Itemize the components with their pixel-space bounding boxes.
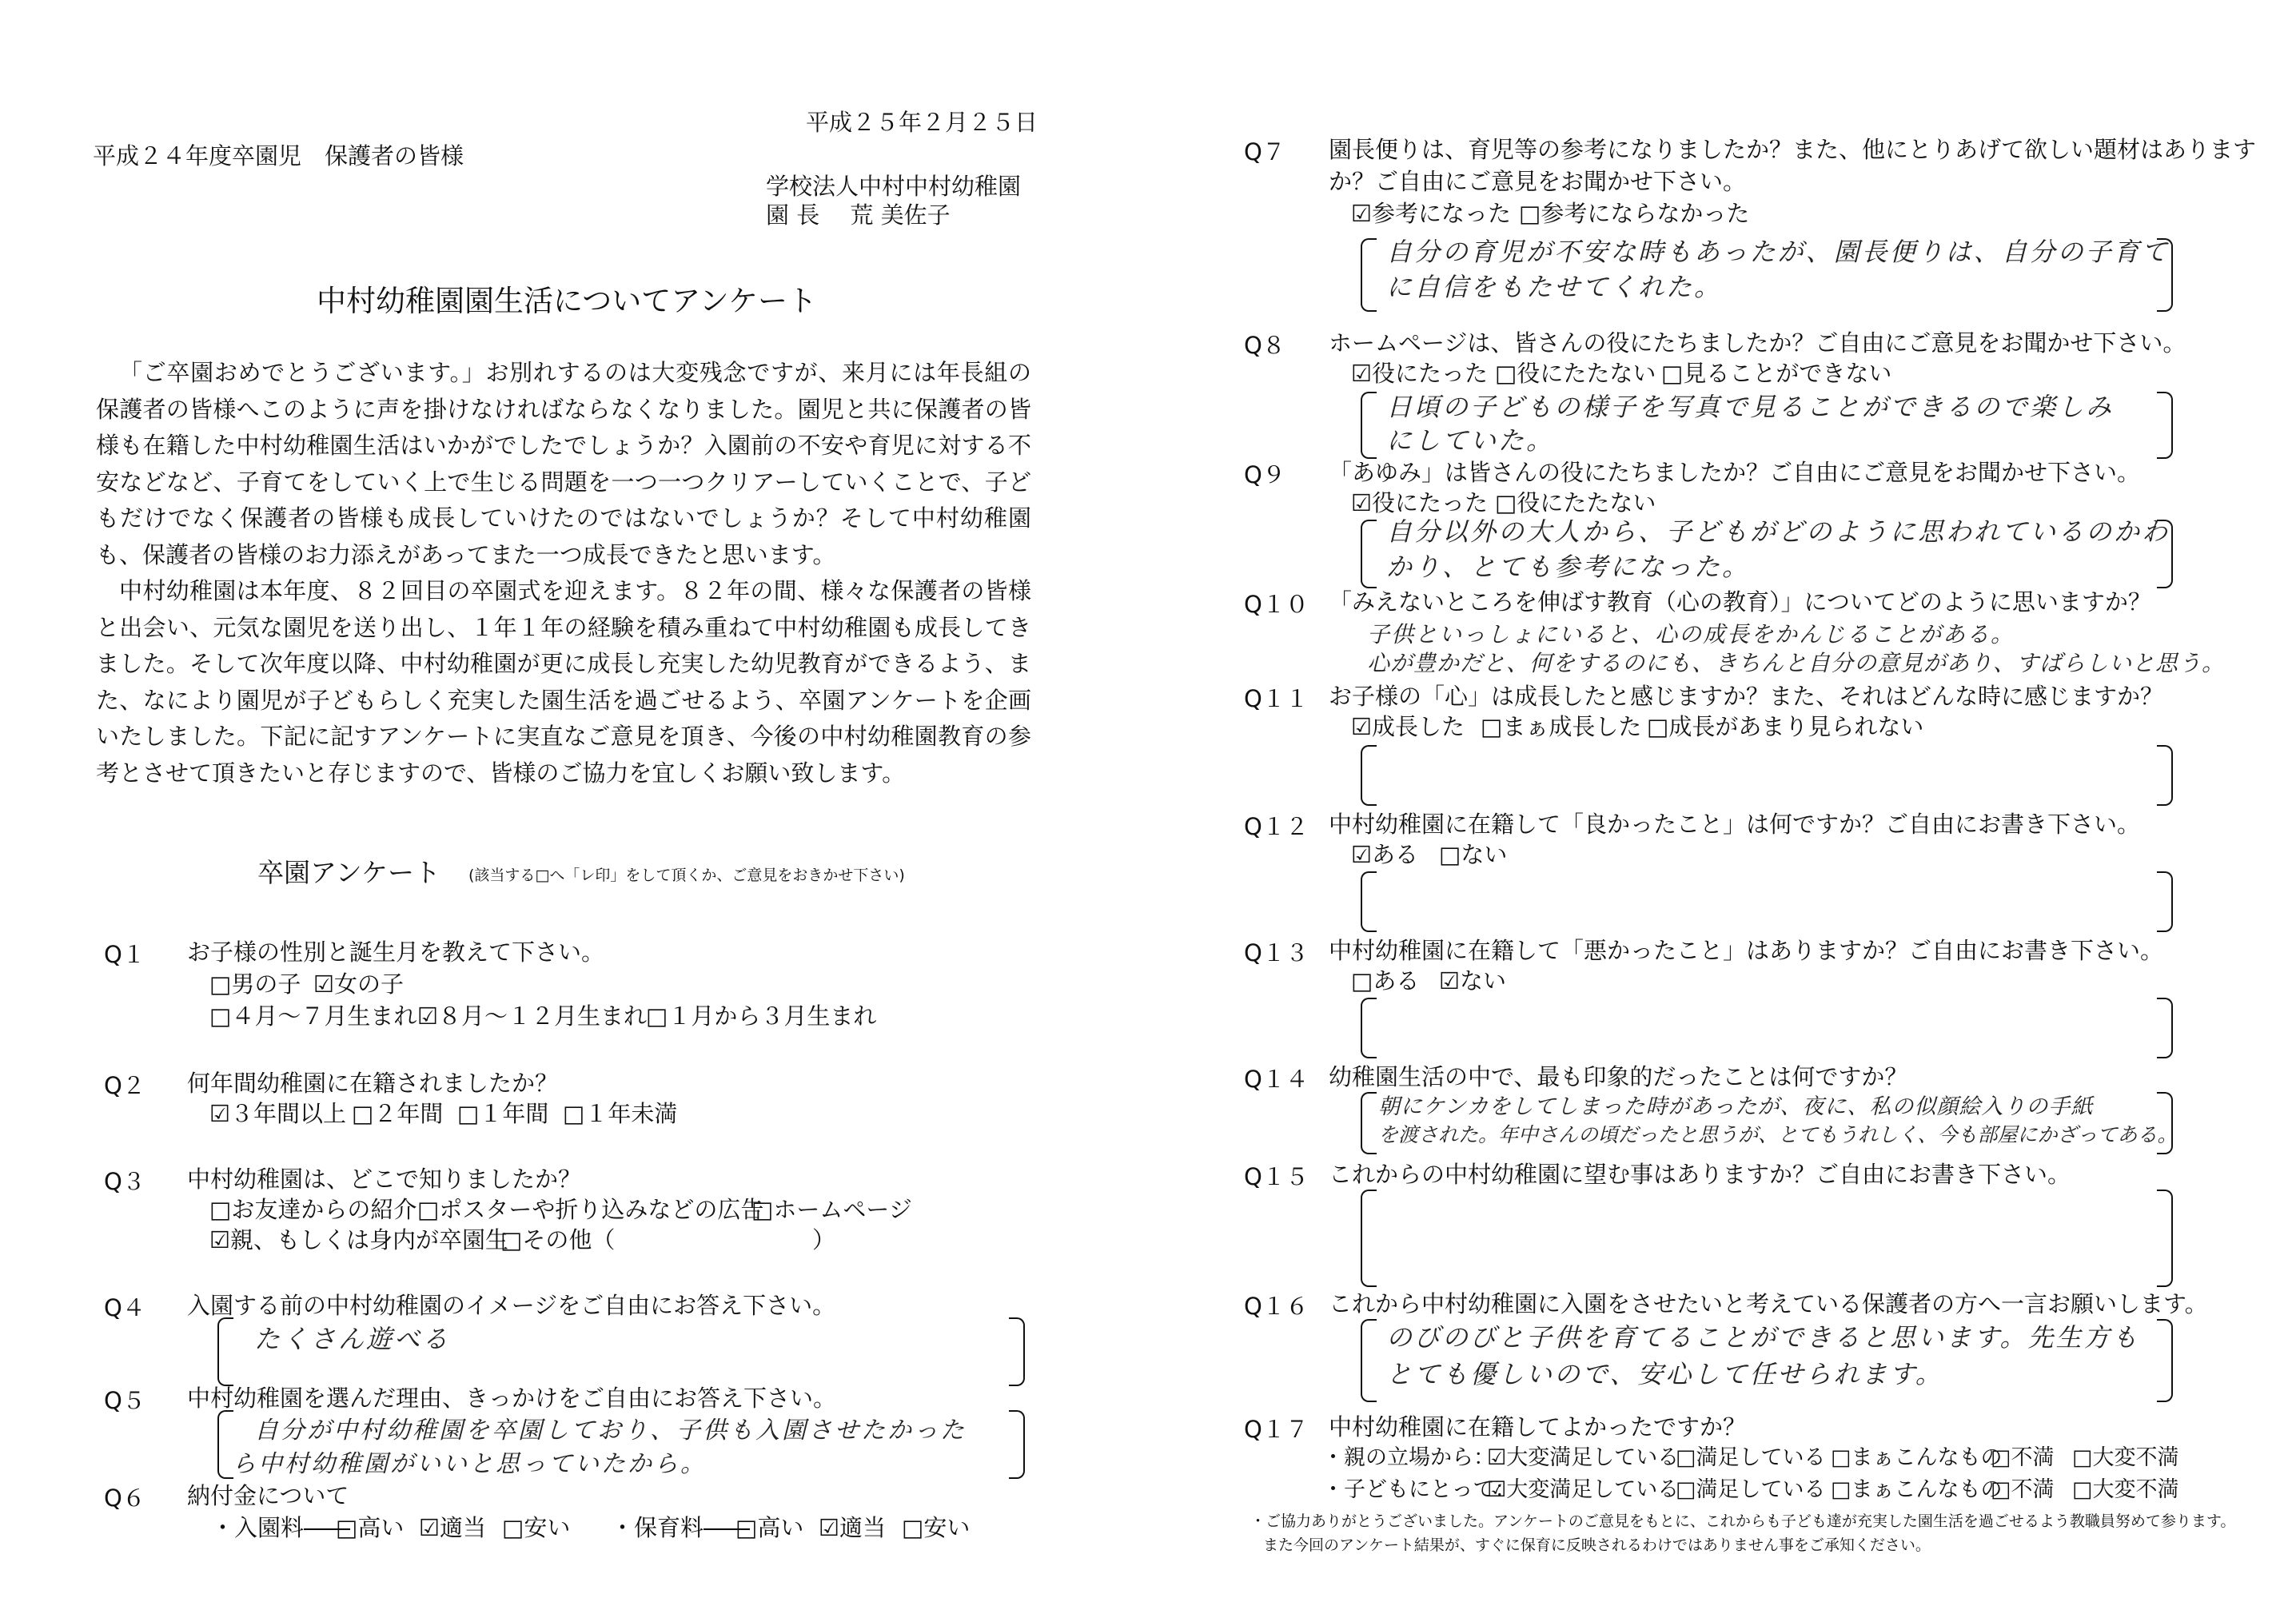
- checkbox-cannot-view[interactable]: □見ることができない: [1661, 360, 1892, 387]
- recipient-line: 平成２４年度卒園児 保護者の皆様: [93, 142, 464, 169]
- survey-note: (該当する□へ「レ印」をして頂くか、ご意見をおきかせ下さい): [468, 867, 905, 884]
- question-text: 中村幼稚園に在籍して「良かったこと」は何ですか？ご自由にお書き下さい。: [1329, 811, 2141, 838]
- checkbox-female[interactable]: ☑女の子: [313, 970, 404, 998]
- question-number: Q１３: [1244, 939, 1309, 966]
- survey-heading: 卒園アンケート: [257, 857, 441, 888]
- checkbox-not-helpful[interactable]: □参考にならなかった: [1519, 200, 1750, 227]
- handwritten-answer: 心が豊かだと、何をするのにも、きちんと自分の意見があり、すばらしいと思う。: [1367, 650, 2226, 676]
- principal-name: 園 長 荒 美佐子: [766, 201, 951, 229]
- answer-bracket: [2157, 871, 2173, 932]
- question-text: お子様の「心」は成長したと感じますか？また、それはどんな時に感じますか？: [1329, 683, 2164, 710]
- handwritten-answer: 自分以外の大人から、子どもがどのように思われているのかわ: [1386, 516, 2170, 547]
- answer-bracket: [2157, 745, 2173, 806]
- checkbox-entrance-low[interactable]: □安い: [502, 1514, 571, 1541]
- question-text: これから中村幼稚園に入園をさせたいと考えている保護者の方へ一言お願いします。: [1329, 1290, 2208, 1317]
- handwritten-answer: を渡された。年中さんの頃だったと思うが、とてもうれしく、今も部屋にかざってある。: [1378, 1123, 2178, 1146]
- question-number: Q６: [104, 1484, 145, 1512]
- checkbox-very-dissatisfied[interactable]: □大変不満: [2072, 1445, 2179, 1470]
- question-number: Q１６: [1244, 1293, 1309, 1320]
- checkbox-jan-mar[interactable]: □１月から３月生まれ: [646, 1002, 877, 1030]
- handwritten-answer: 自分が中村幼稚園を卒園しており、子供も入園させたかった: [254, 1417, 967, 1445]
- question-number: Q１: [104, 941, 145, 968]
- answer-bracket: [1361, 745, 1377, 806]
- question-number: Q８: [1244, 332, 1286, 359]
- question-text: お子様の性別と誕生月を教えて下さい。: [187, 939, 605, 966]
- checkbox-entrance-fair[interactable]: ☑適当: [419, 1514, 486, 1541]
- answer-bracket: [1361, 1092, 1377, 1154]
- handwritten-answer: ら中村幼稚園がいいと思っていたから。: [232, 1450, 707, 1478]
- answer-bracket: [217, 1317, 233, 1386]
- checkbox-useful[interactable]: ☑役にたった: [1351, 360, 1488, 387]
- handwritten-answer: のびのびと子供を育てることができると思います。先生方も: [1386, 1322, 2140, 1353]
- parent-viewpoint-label: ・親の立場から：: [1322, 1445, 1495, 1470]
- childcare-fee-label: ・保育料――: [611, 1514, 751, 1541]
- checkbox-apr-jul[interactable]: □４月〜７月生まれ: [209, 1002, 417, 1030]
- question-text: 「みえないところを伸ばす教育（心の教育）」についてどのように思いますか？: [1329, 588, 2151, 616]
- question-number: Q１７: [1244, 1416, 1309, 1443]
- answer-bracket: [1361, 998, 1377, 1058]
- answer-bracket: [1361, 1319, 1377, 1402]
- answer-bracket: [1009, 1410, 1025, 1479]
- checkbox-relative[interactable]: ☑親、もしくは身内が卒園生: [209, 1226, 508, 1253]
- checkbox-aug-dec[interactable]: ☑８月〜１２月生まれ: [417, 1002, 647, 1030]
- question-number: Q１１: [1244, 685, 1309, 712]
- question-text: 入園する前の中村幼稚園のイメージをご自由にお答え下さい。: [187, 1292, 836, 1319]
- checkbox-very-satisfied[interactable]: ☑大変満足している: [1487, 1445, 1680, 1470]
- question-text: か？ご自由にご意見をお聞かせ下さい。: [1329, 168, 1747, 195]
- handwritten-answer: とても優しいので、安心して任せられます。: [1386, 1359, 1943, 1389]
- checkbox-yes[interactable]: □ある: [1351, 967, 1420, 994]
- entrance-fee-label: ・入園料――: [211, 1514, 351, 1541]
- question-text: 納付金について: [187, 1482, 349, 1509]
- checkbox-very-dissatisfied[interactable]: □大変不満: [2072, 1477, 2179, 1502]
- checkbox-childcare-fair[interactable]: ☑適当: [819, 1514, 886, 1541]
- checkbox-under1year[interactable]: □１年未満: [563, 1100, 678, 1127]
- question-text: 中村幼稚園は、どこで知りましたか？: [187, 1166, 582, 1193]
- checkbox-useful[interactable]: ☑役にたった: [1351, 489, 1488, 516]
- checkbox-yes[interactable]: ☑ある: [1351, 841, 1418, 868]
- checkbox-dissatisfied[interactable]: □不満: [1991, 1477, 2055, 1502]
- question-number: Q５: [104, 1387, 145, 1414]
- question-number: Q１４: [1244, 1066, 1309, 1093]
- checkbox-not-useful[interactable]: □役にたたない: [1495, 489, 1656, 516]
- question-number: Q１０: [1244, 591, 1309, 618]
- intro-paragraph: 「ご卒園おめでとうございます。」お別れするのは大変残念ですが、来月には年長組の保護者の皆様へこのように声を掛けなければならなくなりました。園児と共に保護者の皆様も在籍した中村幼稚園生活はいかがでしたでしょうか？入園前の不安や育児に対する不安などなど、子育てをしていく上で生じる問題を一つ一つクリアーしていくことで、子どもだけでなく保護者の皆様も成長していけたのではないでしょうか？そして中村幼稚園も、保護者の皆様のお力添えがあってまた一つ成長できたと思います。: [96, 359, 1031, 568]
- handwritten-answer: 日頃の子どもの様子を写真で見ることができるので楽しみ: [1386, 392, 2115, 422]
- question-text: 「あゆみ」は皆さんの役にたちましたか？ご自由にご意見をお聞かせ下さい。: [1329, 459, 2141, 486]
- handwritten-answer: 自分の育児が不安な時もあったが、園長便りは、自分の子育て: [1386, 237, 2170, 267]
- question-text: ホームページは、皆さんの役にたちましたか？ご自由にご意見をお聞かせ下さい。: [1329, 329, 2186, 357]
- checkbox-very-satisfied[interactable]: ☑大変満足している: [1487, 1477, 1680, 1502]
- question-number: Q４: [104, 1294, 145, 1321]
- question-number: Q７: [1244, 138, 1286, 165]
- child-viewpoint-label: ・子どもにとって：: [1322, 1477, 1517, 1502]
- question-number: Q２: [104, 1072, 145, 1099]
- checkbox-little-growth[interactable]: □成長があまり見られない: [1647, 713, 1924, 740]
- question-number: Q９: [1244, 461, 1286, 488]
- answer-bracket: [2157, 1190, 2173, 1287]
- question-text: 中村幼稚園を選んだ理由、きっかけをご自由にお答え下さい。: [187, 1385, 837, 1412]
- answer-bracket: [217, 1410, 233, 1479]
- answer-bracket: [1361, 520, 1377, 588]
- answer-bracket: [2157, 392, 2173, 459]
- handwritten-answer: 子供といっしょにいると、心の成長をかんじることがある。: [1367, 621, 2015, 648]
- checkbox-homepage[interactable]: □ホームページ: [751, 1196, 912, 1223]
- question-text: これからの中村幼稚園に望む事はありますか？ご自由にお書き下さい。: [1329, 1161, 2071, 1188]
- checkbox-childcare-low[interactable]: □安い: [902, 1514, 971, 1541]
- checkbox-satisfied[interactable]: □満足している: [1676, 1445, 1826, 1470]
- paren-close: ）: [812, 1226, 836, 1253]
- checkbox-so-so[interactable]: □まぁこんなもの: [1831, 1477, 2003, 1502]
- handwritten-answer: 朝にケンカをしてしまった時があったが、夜に、私の似顔絵入りの手紙: [1378, 1094, 2094, 1119]
- question-number: Q１５: [1244, 1163, 1309, 1190]
- answer-bracket: [2157, 998, 2173, 1058]
- intro-text: [96, 355, 1031, 791]
- organization-name: 学校法人中村中村幼稚園: [766, 173, 1022, 200]
- handwritten-answer: にしていた。: [1386, 425, 1555, 456]
- handwritten-answer: かり、とても参考になった。: [1386, 552, 1751, 582]
- question-number: Q１２: [1244, 813, 1309, 840]
- footer-note: また今回のアンケート結果が、すぐに保育に反映されるわけではありません事をご承知ください。: [1263, 1536, 1931, 1554]
- checkbox-satisfied[interactable]: □満足している: [1676, 1477, 1826, 1502]
- checkbox-poster[interactable]: □ポスターや折り込みなどの広告: [417, 1196, 764, 1223]
- checkbox-1year[interactable]: □１年間: [457, 1100, 549, 1127]
- checkbox-so-so[interactable]: □まぁこんなもの: [1831, 1445, 2003, 1470]
- answer-bracket: [1361, 1190, 1377, 1287]
- intro-paragraph: 中村幼稚園は本年度、８２回目の卒園式を迎えます。８２年の間、様々な保護者の皆様と出会い、元気な園児を送り出し、１年１年の経験を積み重ねて中村幼稚園も成長してきました。そして次年度以降、中村幼稚園が更に成長し充実した幼児教育ができるよう、また、なにより園児が子どもらしく充実した園生活を過ごせるよう、卒園アンケートを企画いたしました。下記に記すアンケートに実直なご意見を頂き、今後の中村幼稚園教育の参考とさせて頂きたいと存じますので、皆様のご協力を宜しくお願い致します。: [96, 577, 1031, 787]
- question-number: Q３: [104, 1168, 145, 1195]
- checkbox-childcare-high[interactable]: □高い: [735, 1514, 804, 1541]
- page-title: 中村幼稚園園生活についてアンケート: [317, 284, 818, 318]
- checkbox-helpful[interactable]: ☑参考になった: [1351, 200, 1511, 227]
- checkbox-other[interactable]: □その他（: [500, 1226, 616, 1253]
- answer-bracket: [1361, 871, 1377, 932]
- checkbox-grown[interactable]: ☑成長した: [1351, 713, 1465, 740]
- document-date: 平成２５年２月２５日: [806, 109, 1038, 136]
- answer-bracket: [2157, 1319, 2173, 1402]
- checkbox-somewhat-grown[interactable]: □まぁ成長した: [1481, 713, 1642, 740]
- handwritten-answer: たくさん遊べる: [254, 1324, 451, 1354]
- answer-bracket: [1009, 1317, 1025, 1386]
- checkbox-dissatisfied[interactable]: □不満: [1991, 1445, 2055, 1470]
- question-text: 園長便りは、育児等の参考になりましたか？また、他にとりあげて欲しい題材はあります: [1329, 136, 2257, 163]
- checkbox-entrance-high[interactable]: □高い: [336, 1514, 405, 1541]
- checkbox-2years[interactable]: □２年間: [352, 1100, 444, 1127]
- footer-note: ・ご協力ありがとうございました。アンケートのご意見をもとに、これからも子ども達が充実した園生活を過ごせるよう教職員努めて参ります。: [1250, 1512, 2236, 1530]
- checkbox-not-useful[interactable]: □役にたたない: [1495, 360, 1656, 387]
- checkbox-friend[interactable]: □お友達からの紹介: [209, 1196, 417, 1223]
- checkbox-3years[interactable]: ☑３年間以上: [209, 1100, 346, 1127]
- answer-bracket: [1361, 238, 1377, 312]
- checkbox-no[interactable]: ☑ない: [1439, 967, 1506, 994]
- question-text: 幼稚園生活の中で、最も印象的だったことは何ですか？: [1329, 1063, 1908, 1090]
- answer-bracket: [1361, 392, 1377, 459]
- handwritten-answer: に自信をもたせてくれた。: [1386, 272, 1723, 302]
- checkbox-male[interactable]: □男の子: [209, 970, 301, 998]
- question-text: 中村幼稚園に在籍して「悪かったこと」はありますか？ご自由にお書き下さい。: [1329, 937, 2164, 964]
- question-text: 中村幼稚園に在籍してよかったですか？: [1329, 1413, 1747, 1441]
- question-text: 何年間幼稚園に在籍されましたか？: [187, 1070, 559, 1097]
- checkbox-no[interactable]: □ない: [1439, 841, 1508, 868]
